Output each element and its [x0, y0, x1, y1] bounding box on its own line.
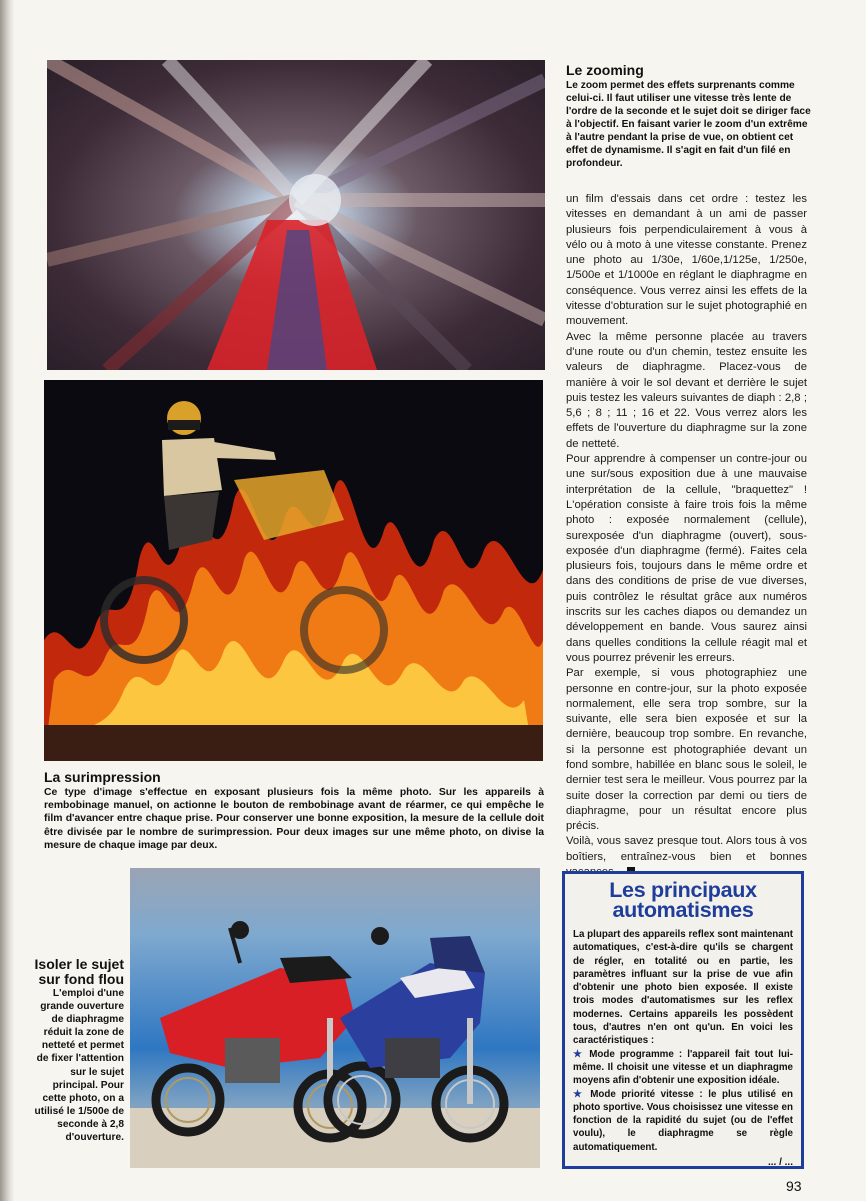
box-body	[573, 928, 793, 1169]
caption-isoler-title: Isoler le sujet sur fond flou	[34, 956, 124, 987]
caption-zooming	[566, 62, 811, 170]
box-continued-marker: ... / ...	[767, 1157, 793, 1169]
box-title	[573, 880, 793, 920]
star-icon: ★	[573, 1048, 585, 1060]
caption-surimpression-body: Ce type d'image s'effectue en exposant plusieurs fois la même photo. Sur les appareils à rembobinage manuel, on actionne le bouton de rembobinage avant de réarmer, ce qui empêche le film d'avancer entre chaque prise. Pour conserver une bonne exposition, la mesure de la cellule doit être divisée par le nombre de surimpression. Pour deux images sur une même photo, on divise la mesure de chaque image par deux.	[44, 787, 544, 851]
box-item	[573, 1048, 793, 1088]
caption-isoler-sujet	[34, 957, 124, 1144]
caption-surimpression-title: La surimpression	[44, 769, 161, 785]
article-paragraph-text: Voilà, vous savez presque tout. Alors tous à vos boîtiers, entraînez-vous bien et bonnes	[566, 835, 807, 863]
page-spine-shadow	[0, 0, 14, 1201]
box-intro: La plupart des appareils reflex sont maintenant automatiques, c'est-à-dire qu'ils se chargent de régler, en totalité ou en partie, les paramètres influant sur la prise de vue afin d'obtenir une photo bien exposée. Il existe trois modes d'automatismes sur les reflex modernes. Certains appareils les possèdent tous, d'autres n'en ont qu'un. En voici les caractéristiques :	[573, 929, 793, 1047]
star-icon: ★	[573, 1088, 585, 1100]
article-body	[566, 192, 807, 880]
photo-zoom-effect	[47, 60, 545, 370]
box-title-line: Les principaux	[609, 878, 757, 902]
article-paragraph: un film d'essais dans cet ordre : testez les vitesses en demandant à un ami de passer plusieurs fois perpendiculairement à vous à vélo ou à moto à une vitesse constante. Prenez une photo au 1/30e, 1/60e,1/125e, 1/250e, 1/500e et 1/1000e en réglant le diaphragme en conséquence. Vous verrez ainsi les effets de la vitesse d'obturation sur le sujet photographié en mouvement.	[566, 193, 807, 328]
box-title-line: automatismes	[612, 898, 754, 922]
caption-zooming-title: Le zooming	[566, 62, 644, 78]
page-number: 93	[786, 1178, 802, 1194]
photo-two-motorcycles	[130, 868, 540, 1168]
caption-isoler-body: L'emploi d'une grande ouverture de diaphragme réduit la zone de netteté et permet de fixer l'attention sur le sujet principal. Pour cette photo, on a utilisé le 1/500e de seconde à 2,8 d'ouverture.	[34, 988, 124, 1144]
article-paragraph: Avec la même personne placée au travers d'une route ou d'un chemin, testez ensuite les valeurs de diaphragme. Placez-vous de manière à voir le sol devant et derrière le sujet puis testez les valeurs suivantes de diaph : 2,8 ; 5,6 ; 8 ; 11 ; 16 et 22. Vous verrez alors les effets de l'ouverture du diaphragme sur la zone de netteté.	[566, 330, 807, 450]
article-paragraph: Pour apprendre à compenser un contre-jour ou une sur/sous exposition due à une mauvaise interprétation de la cellule, "braquettez" ! L'opération consiste à faire trois fois la même photo : exposée normalement (cellule), surexposée d'un diaphragme (ouvert), sous-exposée d'un diaphragme (fermé). Faites cela plusieurs fois, toujours dans le même ordre et dans des conditions de prise de vue diverses, puis contrôlez le résultat grâce aux numéros inscrits sur les caches diapos ou demandez un développement en bande. Vous saurez ainsi dans quelles conditions la cellule réagit mal et vous pourrez prévenir les erreurs.	[566, 453, 807, 664]
box-item-text: Mode programme : l'appareil fait tout lui-même. Il choisit une vitesse et un diaphragme moyens afin d'obtenir une exposition idéale.	[573, 1048, 793, 1087]
sidebar-box-automatismes	[562, 871, 804, 1169]
box-item-text: Mode priorité vitesse : le plus utilisé en photo sportive. Vous choisissez une vitesse en fonction de la rapidité du sujet (ou de l'effet voulu), le diaphragme se règle automatiquement.	[573, 1088, 793, 1153]
article-paragraph: Par exemple, si vous photographiez une personne en contre-jour, sur la photo exposée normalement, elle sera trop sombre, sur la suivante, elle sera bien exposée et sur la dernière, beaucoup trop sombre. En revanche, si la personne est photographiée devant un fond sombre, habillée en blanc sous le soleil, le dernier test sera le meilleur. Vous pourrez par la suite doser la correction par demi ou tiers de diaphragme, pour un résultat encore plus précis.	[566, 667, 807, 833]
caption-zooming-body: Le zoom permet des effets surprenants comme celui-ci. Il faut utiliser une vitesse très lente de l'ordre de la seconde et le sujet doit se diriger face à l'objectif. En faisant varier le zoom d'un extrême à l'autre pendant la prise de vue, on obtient cet effet de dynamisme. Il s'agit en fait d'un filé en profondeur.	[566, 80, 811, 169]
caption-surimpression	[44, 769, 544, 852]
box-item	[573, 1088, 793, 1154]
photo-surimpression-fire	[44, 380, 543, 761]
